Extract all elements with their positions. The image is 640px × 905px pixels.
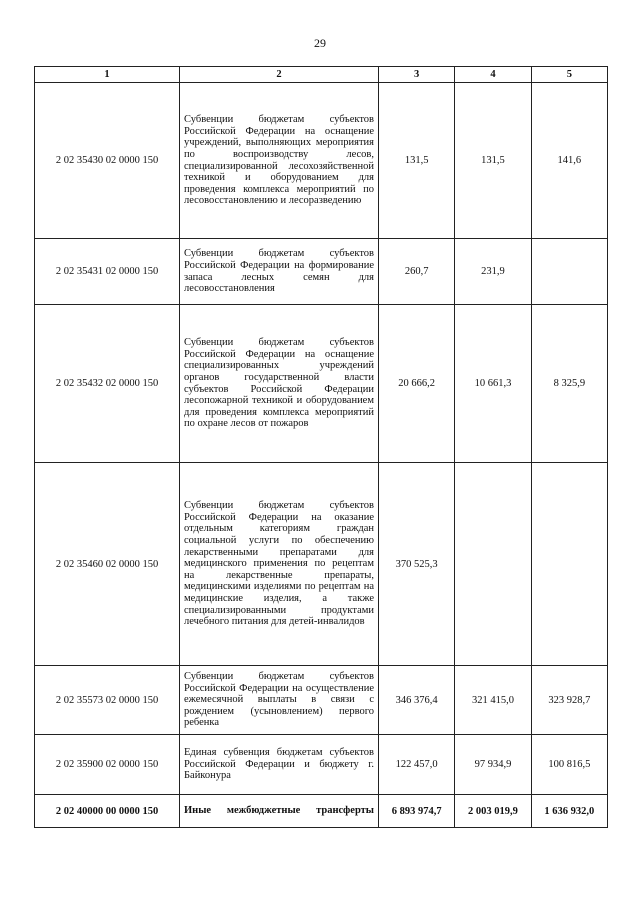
item-name: Субвенции бюджетам субъектов Российской Федерации на формирование запаса лесных семян для лесовосстановления <box>180 239 379 305</box>
header-col-1: 1 <box>35 67 180 83</box>
header-col-3: 3 <box>379 67 455 83</box>
budget-code: 2 02 35431 02 0000 150 <box>35 239 180 305</box>
value-col-4: 231,9 <box>455 239 531 305</box>
table-body <box>35 83 608 828</box>
budget-code: 2 02 35432 02 0000 150 <box>35 305 180 463</box>
value-col-4: 10 661,3 <box>455 305 531 463</box>
budget-code: 2 02 35573 02 0000 150 <box>35 666 180 735</box>
item-name: Субвенции бюджетам субъектов Российской Федерации на оснащение специализированных учреждений органов государственной власти субъектов Российской Федерации лесопожарной техникой и оборудованием для проведения комплекса мероприятий по охране лесов от пожаров <box>180 305 379 463</box>
header-row <box>35 67 608 83</box>
table-row <box>35 463 608 666</box>
value-col-4: 97 934,9 <box>455 735 531 795</box>
value-col-3: 260,7 <box>379 239 455 305</box>
value-col-3: 122 457,0 <box>379 735 455 795</box>
budget-table <box>34 66 608 828</box>
value-col-4: 131,5 <box>455 83 531 239</box>
value-col-3: 346 376,4 <box>379 666 455 735</box>
total-value-col-4: 2 003 019,9 <box>455 795 531 828</box>
total-row <box>35 795 608 828</box>
page-number: 29 <box>314 36 326 50</box>
value-col-5: 100 816,5 <box>531 735 607 795</box>
table-row <box>35 305 608 463</box>
budget-code: 2 02 35460 02 0000 150 <box>35 463 180 666</box>
budget-code: 2 02 35430 02 0000 150 <box>35 83 180 239</box>
value-col-5: 141,6 <box>531 83 607 239</box>
value-col-3: 20 666,2 <box>379 305 455 463</box>
value-col-4: 321 415,0 <box>455 666 531 735</box>
value-col-4 <box>455 463 531 666</box>
table-row <box>35 735 608 795</box>
value-col-5: 8 325,9 <box>531 305 607 463</box>
value-col-5 <box>531 463 607 666</box>
total-value-col-5: 1 636 932,0 <box>531 795 607 828</box>
header-col-5: 5 <box>531 67 607 83</box>
table-row <box>35 239 608 305</box>
header-col-4: 4 <box>455 67 531 83</box>
value-col-5: 323 928,7 <box>531 666 607 735</box>
item-name: Субвенции бюджетам субъектов Российской Федерации на осуществление ежемесячной выплаты в связи с рождением (усыновлением) первого ребенка <box>180 666 379 735</box>
item-name: Субвенции бюджетам субъектов Российской Федерации на оказание отдельным категориям граждан социальной услуги по обеспечению лекарственными препаратами для медицинского применения по рецептам на лекарственные препараты, медицинскими изделиями по рецептам на медицинские изделия, а также специализированными продуктами лечебного питания для детей-инвалидов <box>180 463 379 666</box>
value-col-3: 370 525,3 <box>379 463 455 666</box>
header-col-2: 2 <box>180 67 379 83</box>
total-item-name: Иные межбюджетные трансферты <box>180 795 379 828</box>
item-name: Субвенции бюджетам субъектов Российской Федерации на оснащение учреждений, выполняющих мероприятия по воспроизводству лесов, специализированной лесохозяйственной техникой и оборудованием для проведения комплекса мероприятий по лесовосстановлению и лесоразведению <box>180 83 379 239</box>
value-col-3: 131,5 <box>379 83 455 239</box>
table-row <box>35 83 608 239</box>
total-value-col-3: 6 893 974,7 <box>379 795 455 828</box>
total-budget-code: 2 02 40000 00 0000 150 <box>35 795 180 828</box>
item-name: Единая субвенция бюджетам субъектов Российской Федерации и бюджету г. Байконура <box>180 735 379 795</box>
value-col-5 <box>531 239 607 305</box>
table-header <box>35 67 608 83</box>
table-row <box>35 666 608 735</box>
budget-code: 2 02 35900 02 0000 150 <box>35 735 180 795</box>
